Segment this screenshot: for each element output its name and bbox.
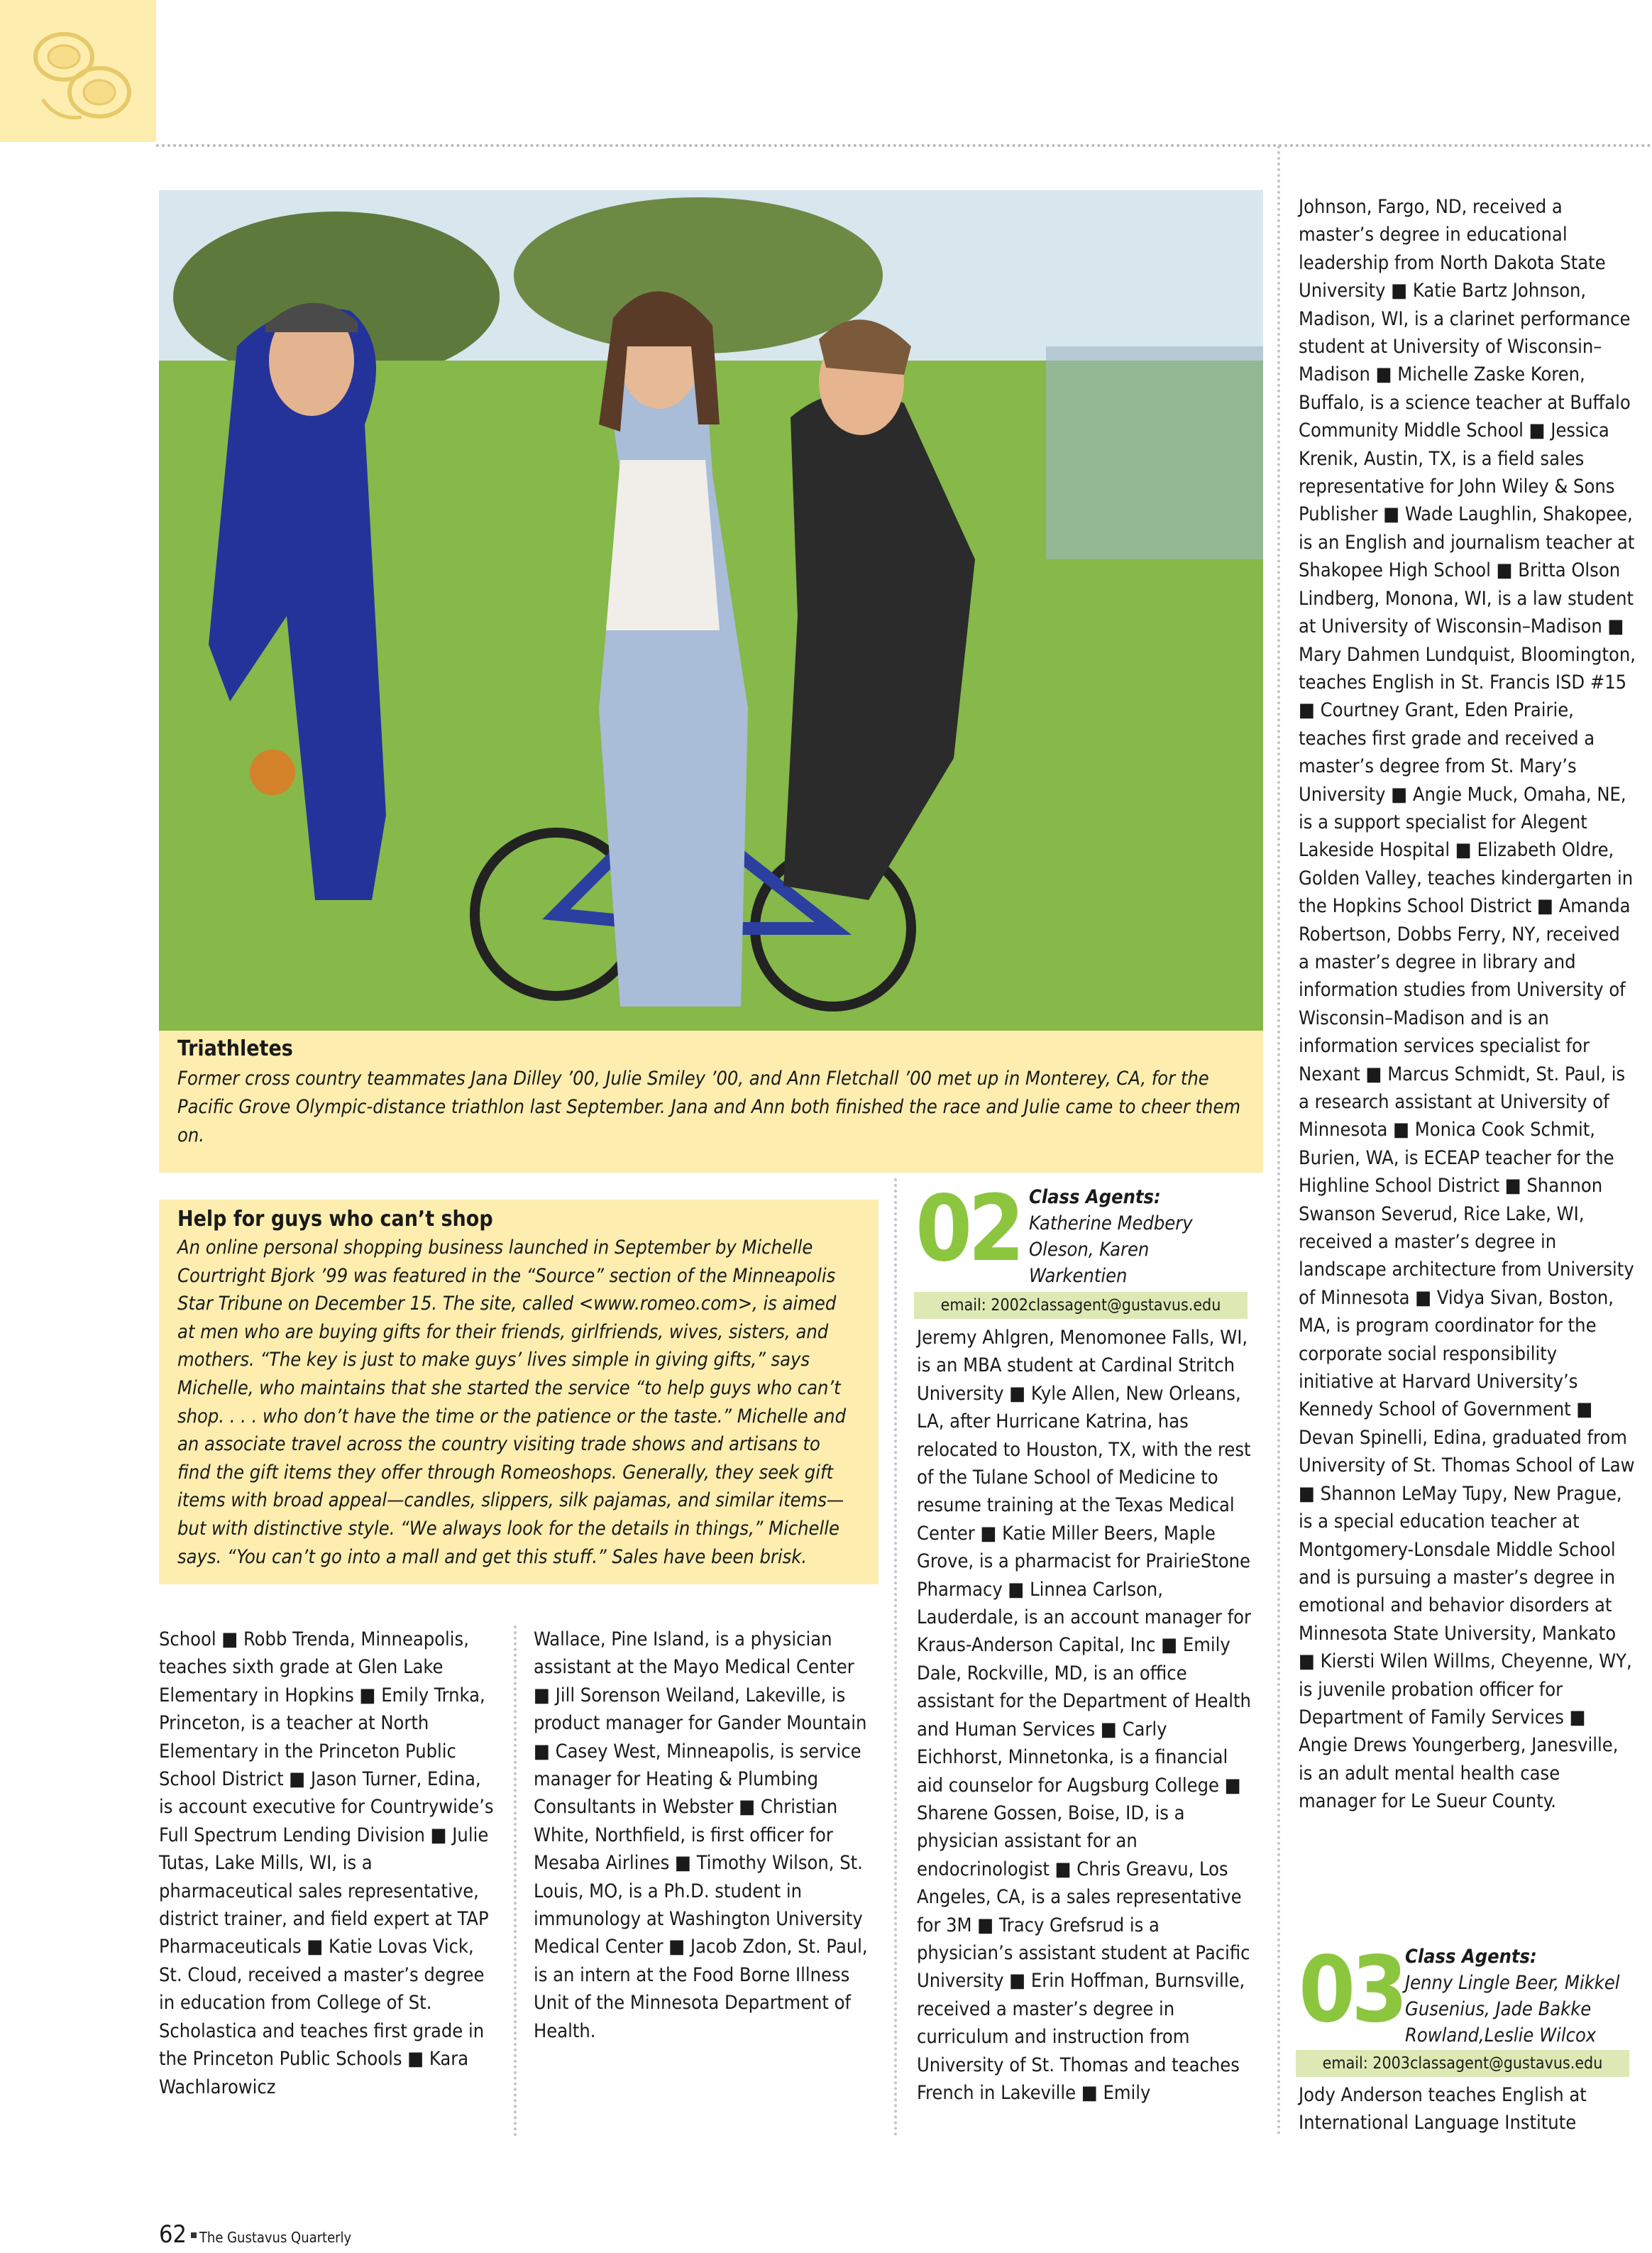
- class-ring-decoration: [0, 0, 156, 142]
- column-rule-2: [894, 1178, 897, 2137]
- notes-column-2: Wallace, Pine Island, is a physician assistant at the Mayo Medical Center ■ Jill Sorenson Weiland, Lakeville, is product manager for Gander Mountain ■ Casey West, Minneapolis, is service manager for Heating & Plumbing Consultants in Webster ■ Christian White, Northfield, is first officer for Mesaba Airlines ■ Timothy Wilson, St. Louis, MO, is a Ph.D. student in immunology at Washington University Medical Center ■ Jacob Zdon, St. Paul, is an intern at the Food Borne Illness Unit of the Minnesota Department of Health.: [534, 1628, 868, 2042]
- triathletes-photo: [159, 190, 1263, 1031]
- notes-column-3: Jeremy Ahlgren, Menomonee Falls, WI, is an MBA student at Cardinal Stritch University ■ Kyle Allen, New Orleans, LA, after Hurricane Katrina, has relocated to Houston, TX, with the rest of the Tulane School of Medicine to resume training at the Texas Medical Center ■ Katie Miller Beers, Maple Grove, is a pharmacist for PrairieStone Pharmacy ■ Linnea Carlson, Lauderdale, is an account manager for Kraus-Anderson Capital, Inc ■ Emily Dale, Rockville, MD, is an office assistant for the Department of Health and Human Services ■ Carly Eichhorst, Minnetonka, is a financial aid counselor for Augsburg College ■ Sharene Gossen, Boise, ID, is a physician assistant for an endocrinologist ■ Chris Greavu, Los Angeles, CA, is a sales representative for 3M ■ Tracy Grefsrud is a physician’s assistant student at Pacific University ■ Erin Hoffman, Burnsville, received a master’s degree in curriculum and instruction from University of St. Thomas and teaches French in Lakeville ■ Emily: [917, 1327, 1251, 2104]
- column-rule-1: [514, 1626, 517, 2137]
- column-rule-3: [1277, 146, 1280, 2137]
- class-03-agents-label: Class Agents:: [1405, 1946, 1537, 1968]
- top-dotted-rule: [156, 144, 1652, 147]
- notes-column-4b: Jody Anderson teaches English at International Language Institute: [1299, 2084, 1587, 2134]
- photo-caption: Former cross country teammates Jana Dilley ’00, Julie Smiley ’00, and Ann Fletchall ’00 met up in Monterey, CA, for the Pacific Grove Olympic-distance triathlon last September. Jana and Ann both finished the race and Julie came to cheer them on.: [177, 1068, 1241, 1146]
- class-02-agents-names: Katherine Medbery Oleson, Karen Warkentien: [1029, 1212, 1193, 1287]
- page-footer: [159, 2220, 351, 2249]
- notes-column-1: School ■ Robb Trenda, Minneapolis, teaches sixth grade at Glen Lake Elementary in Hopkins ■ Emily Trnka, Princeton, is a teacher at North Elementary in the Princeton Public School District ■ Jason Turner, Edina, is account executive for Countrywide’s Full Spectrum Lending Division ■ Julie Tutas, Lake Mills, WI, is a pharmaceutical sales representative, district trainer, and field expert at TAP Pharmaceuticals ■ Katie Lovas Vick, St. Cloud, received a master’s degree in education from College of St. Scholastica and teaches first grade in the Princeton Public Schools ■ Kara Wachlarowicz: [159, 1628, 494, 2098]
- page-number: 62: [159, 2220, 187, 2249]
- footer-bullet: [191, 2232, 197, 2238]
- class-03-email[interactable]: email: 2003classagent@gustavus.edu: [1296, 2050, 1629, 2077]
- class-02-agents-label: Class Agents:: [1029, 1186, 1161, 1208]
- class-02-agents: [1029, 1184, 1242, 1289]
- class-ring-icon: [14, 14, 142, 128]
- photo-caption-title: Triathletes: [177, 1036, 293, 1061]
- sidebar-title: Help for guys who can’t shop: [177, 1207, 493, 1232]
- publication-name: The Gustavus Quarterly: [199, 2229, 352, 2246]
- class-03-agents-names: Jenny Lingle Beer, Mikkel Gusenius, Jade Bakke Rowland,Leslie Wilcox: [1405, 1972, 1620, 2046]
- class-03-agents: [1405, 1944, 1632, 2049]
- class-year-02: 02: [915, 1176, 1021, 1282]
- class-year-03: 03: [1299, 1937, 1404, 2043]
- sidebar-body: An online personal shopping business launched in September by Michelle Courtright Bjork ’99 was featured in the “Source” section of the Minneapolis Star Tribune on December 15. The site, called <www.romeo.com>, is aimed at men who are buying gifts for their friends, girlfriends, wives, sisters, and mothers. “The key is just to make guys’ lives simple in giving gifts,” says Michelle, who maintains that she started the service “to help guys who can’t shop. . . . who don’t have the time or the patience or the taste.” Michelle and an associate travel across the country visiting trade shows and artisans to find the gift items they offer through Romeoshops. Generally, they seek gift items with broad appeal—candles, slippers, silk pajamas, and similar items—but with distinctive style. “We always look for the details in things,” Michelle says. “You can’t go into a mall and get this stuff.” Sales have been brisk.: [177, 1237, 847, 1568]
- notes-column-4: Johnson, Fargo, ND, received a master’s degree in educational leadership from North Dakota State University ■ Katie Bartz Johnson, Madison, WI, is a clarinet performance student at University of Wisconsin–Madison ■ Michelle Zaske Koren, Buffalo, is a science teacher at Buffalo Community Middle School ■ Jessica Krenik, Austin, TX, is a field sales representative for John Wiley & Sons Publisher ■ Wade Laughlin, Shakopee, is an English and journalism teacher at Shakopee High School ■ Britta Olson Lindberg, Monona, WI, is a law student at University of Wisconsin–Madison ■ Mary Dahmen Lundquist, Bloomington, teaches English in St. Francis ISD #15 ■ Courtney Grant, Eden Prairie, teaches first grade and received a master’s degree from St. Mary’s University ■ Angie Muck, Omaha, NE, is a support specialist for Alegent Lakeside Hospital ■ Elizabeth Oldre, Golden Valley, teaches kindergarten in the Hopkins School District ■ Amanda Robertson, Dobbs Ferry, NY, received a master’s degree in library and information studies from University of Wisconsin–Madison and is an information services specialist for Nexant ■ Marcus Schmidt, St. Paul, is a research assistant at University of Minnesota ■ Monica Cook Schmit, Burien, WA, is ECEAP teacher for the Highline School District ■ Shannon Swanson Severud, Rice Lake, WI, received a master’s degree in landscape architecture from University of Minnesota ■ Vidya Sivan, Boston, MA, is program coordinator for the corporate social responsibility initiative at Harvard University’s Kennedy School of Government ■ Devan Spinelli, Edina, graduated from University of St. Thomas School of Law ■ Shannon LeMay Tupy, New Prague, is a special education teacher at Montgomery-Lonsdale Middle School and is pursuing a master’s degree in emotional and behavior disorders at Minnesota State University, Mankato ■ Kiersti Wilen Willms, Cheyenne, WY, is juvenile probation officer for Department of Family Services ■ Angie Drews Youngerberg, Janesville, is an adult mental health case manager for Le Sueur County.: [1299, 196, 1636, 1813]
- class-02-email[interactable]: email: 2002classagent@gustavus.edu: [914, 1292, 1248, 1319]
